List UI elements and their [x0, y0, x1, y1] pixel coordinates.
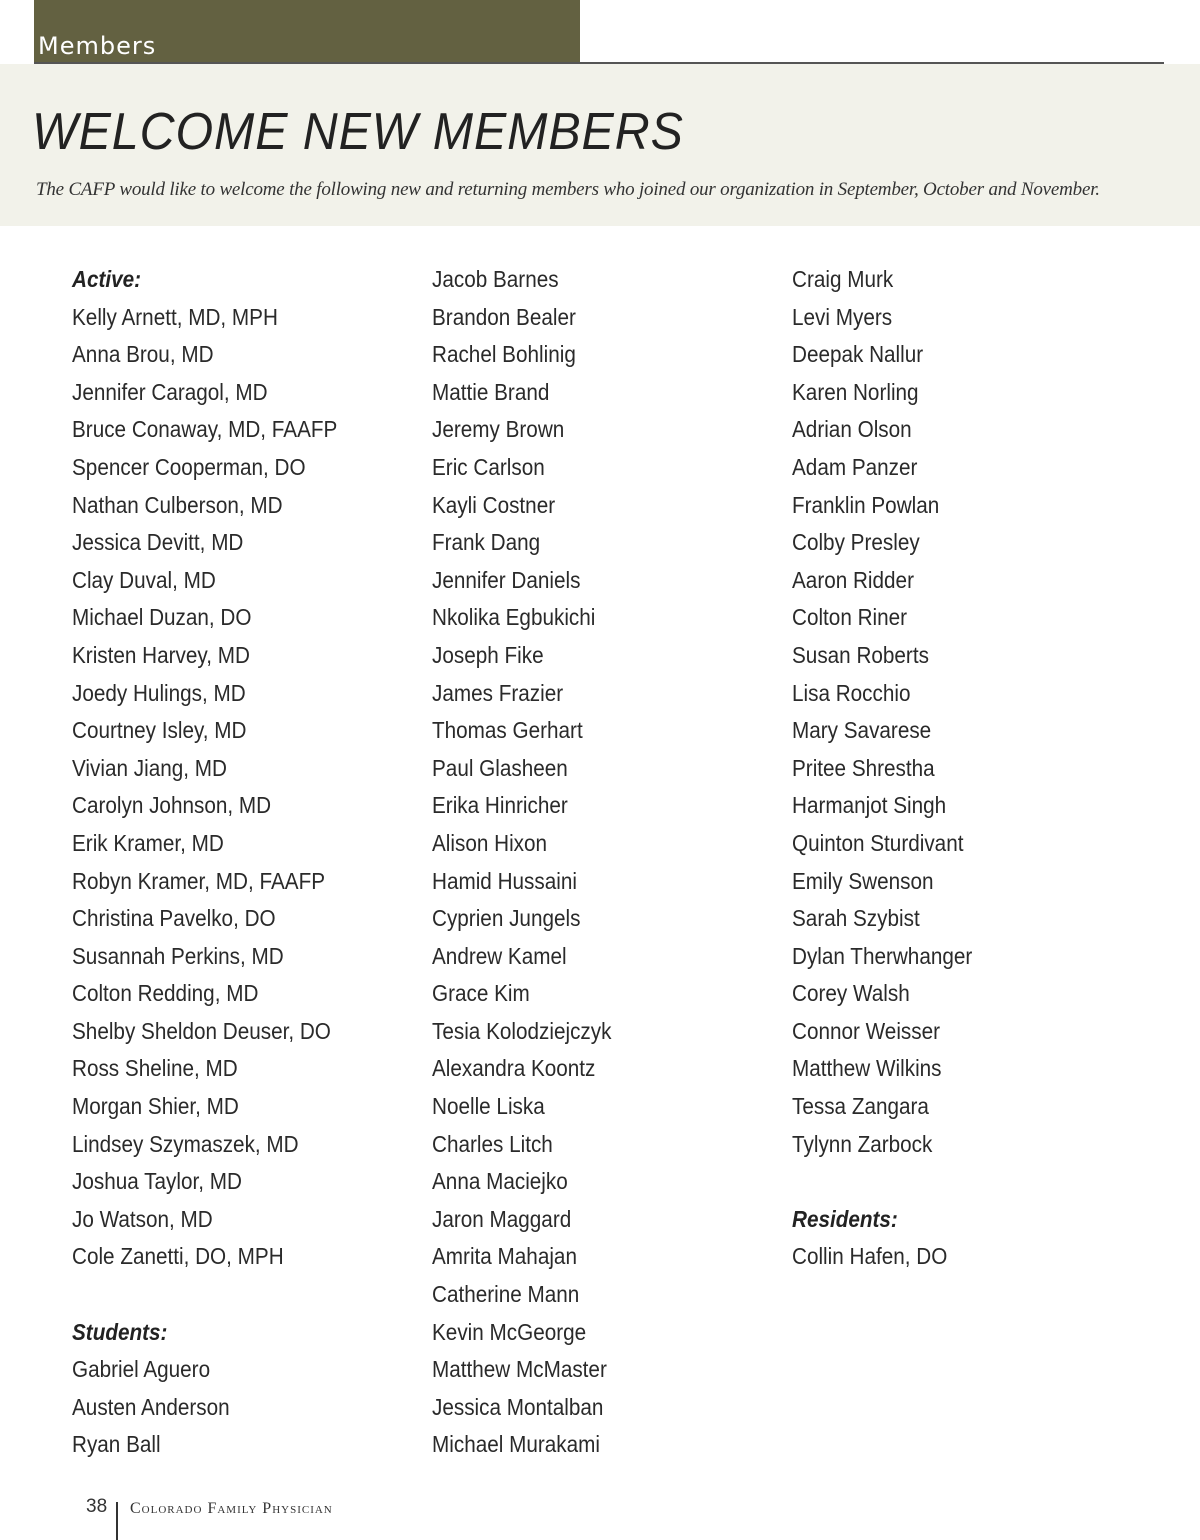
member-name: Carolyn Johnson, MD: [72, 792, 272, 819]
member-name: Cole Zanetti, DO, MPH: [72, 1243, 284, 1270]
member-name: Jeremy Brown: [432, 416, 565, 443]
active-heading: Active:: [72, 266, 142, 292]
page-subtitle: The CAFP would like to welcome the following new and returning members who joined our organization in September, October and November.: [36, 179, 1100, 200]
member-name: Aaron Ridder: [792, 566, 914, 593]
member-name: Jennifer Caragol, MD: [72, 378, 268, 405]
students-heading: Students:: [72, 1318, 168, 1345]
section-spacer: [72, 1277, 412, 1315]
member-name: Thomas Gerhart: [432, 717, 583, 744]
member-name: Ross Sheline, MD: [72, 1055, 238, 1082]
title-banner: [0, 64, 1200, 226]
member-name: Kayli Costner: [432, 491, 556, 518]
member-name: Joedy Hulings, MD: [72, 679, 246, 706]
member-name: Jessica Devitt, MD: [72, 529, 244, 556]
member-name: Jacob Barnes: [432, 266, 559, 292]
member-name: Brandon Bealer: [432, 303, 576, 330]
member-name: Mary Savarese: [792, 717, 932, 744]
member-column-3: [792, 262, 1132, 1277]
residents-heading: Residents:: [792, 1205, 898, 1232]
member-name: Emily Swenson: [792, 867, 934, 894]
member-name: Austen Anderson: [72, 1393, 230, 1420]
member-name: Tessa Zangara: [792, 1093, 929, 1120]
member-name: Levi Myers: [792, 303, 893, 330]
member-name: Kristen Harvey, MD: [72, 641, 250, 668]
member-name: Lisa Rocchio: [792, 679, 911, 706]
member-name: Frank Dang: [432, 529, 541, 556]
page-number: 38: [86, 1496, 108, 1517]
member-name: Joshua Taylor, MD: [72, 1168, 242, 1195]
member-name: Noelle Liska: [432, 1093, 545, 1120]
member-name: Clay Duval, MD: [72, 566, 216, 593]
section-tab: [34, 0, 580, 62]
student-member-list: [72, 1352, 412, 1465]
member-name: Bruce Conaway, MD, FAAFP: [72, 416, 338, 443]
member-name: Tesia Kolodziejczyk: [432, 1017, 612, 1044]
member-name: Courtney Isley, MD: [72, 717, 247, 744]
member-name: Karen Norling: [792, 378, 919, 405]
member-column-1: [72, 262, 412, 1465]
member-name: Deepak Nallur: [792, 341, 924, 368]
member-name: Joseph Fike: [432, 641, 544, 668]
member-name: Collin Hafen, DO: [792, 1243, 948, 1270]
resident-member-list: [792, 1239, 1132, 1277]
member-name: Christina Pavelko, DO: [72, 905, 276, 932]
member-name: Anna Brou, MD: [72, 341, 214, 368]
member-name: Colby Presley: [792, 529, 920, 556]
member-column-2: [432, 262, 772, 1465]
member-name: Colton Riner: [792, 604, 908, 631]
student-member-list: [432, 262, 772, 1465]
member-name: Craig Murk: [792, 266, 894, 292]
member-name: Jessica Montalban: [432, 1393, 604, 1420]
footer-divider: [116, 1502, 118, 1540]
member-name: Susan Roberts: [792, 641, 929, 668]
member-name: Hamid Hussaini: [432, 867, 577, 894]
member-name: Eric Carlson: [432, 453, 545, 480]
member-name: Connor Weisser: [792, 1017, 941, 1044]
member-name: Grace Kim: [432, 980, 530, 1007]
member-name: Pritee Shrestha: [792, 754, 935, 781]
section-tab-label: Members: [38, 32, 157, 60]
member-name: Spencer Cooperman, DO: [72, 453, 306, 480]
member-name: Adam Panzer: [792, 453, 918, 480]
member-name: Ryan Ball: [72, 1431, 161, 1458]
member-name: Catherine Mann: [432, 1281, 580, 1308]
member-name: Morgan Shier, MD: [72, 1093, 239, 1120]
member-name: Harmanjot Singh: [792, 792, 947, 819]
member-name: Erika Hinricher: [432, 792, 568, 819]
member-name: Robyn Kramer, MD, FAAFP: [72, 867, 326, 894]
member-name: Paul Glasheen: [432, 754, 568, 781]
member-name: Jaron Maggard: [432, 1205, 572, 1232]
member-name: Tylynn Zarbock: [792, 1130, 933, 1157]
member-name: Amrita Mahajan: [432, 1243, 577, 1270]
member-name: Nathan Culberson, MD: [72, 491, 283, 518]
member-name: Alexandra Koontz: [432, 1055, 596, 1082]
member-name: Dylan Therwhanger: [792, 942, 973, 969]
publication-name: Colorado Family Physician: [130, 1500, 333, 1517]
active-member-list: [72, 300, 412, 1277]
section-spacer: [792, 1164, 1132, 1202]
member-name: Sarah Szybist: [792, 905, 920, 932]
member-name: Adrian Olson: [792, 416, 912, 443]
member-name: Colton Redding, MD: [72, 980, 259, 1007]
member-name: James Frazier: [432, 679, 564, 706]
member-name: Kevin McGeorge: [432, 1318, 587, 1345]
member-name: Nkolika Egbukichi: [432, 604, 596, 631]
student-member-list: [792, 262, 1132, 1164]
member-name: Gabriel Aguero: [72, 1356, 211, 1383]
member-name: Franklin Powlan: [792, 491, 940, 518]
page-title: WELCOME NEW MEMBERS: [32, 103, 684, 161]
member-name: Jo Watson, MD: [72, 1205, 213, 1232]
member-name: Shelby Sheldon Deuser, DO: [72, 1017, 331, 1044]
member-name: Andrew Kamel: [432, 942, 567, 969]
member-name: Erik Kramer, MD: [72, 829, 224, 856]
member-name: Jennifer Daniels: [432, 566, 581, 593]
member-name: Charles Litch: [432, 1130, 553, 1157]
member-name: Corey Walsh: [792, 980, 910, 1007]
member-name: Mattie Brand: [432, 378, 550, 405]
member-name: Matthew McMaster: [432, 1356, 607, 1383]
member-name: Rachel Bohlinig: [432, 341, 576, 368]
member-name: Alison Hixon: [432, 829, 548, 856]
member-name: Quinton Sturdivant: [792, 829, 964, 856]
member-name: Vivian Jiang, MD: [72, 754, 227, 781]
member-name: Cyprien Jungels: [432, 905, 581, 932]
member-name: Anna Maciejko: [432, 1168, 568, 1195]
member-name: Susannah Perkins, MD: [72, 942, 284, 969]
member-name: Matthew Wilkins: [792, 1055, 942, 1082]
member-name: Michael Murakami: [432, 1431, 600, 1458]
member-name: Lindsey Szymaszek, MD: [72, 1130, 299, 1157]
member-name: Kelly Arnett, MD, MPH: [72, 303, 278, 330]
member-name: Michael Duzan, DO: [72, 604, 252, 631]
